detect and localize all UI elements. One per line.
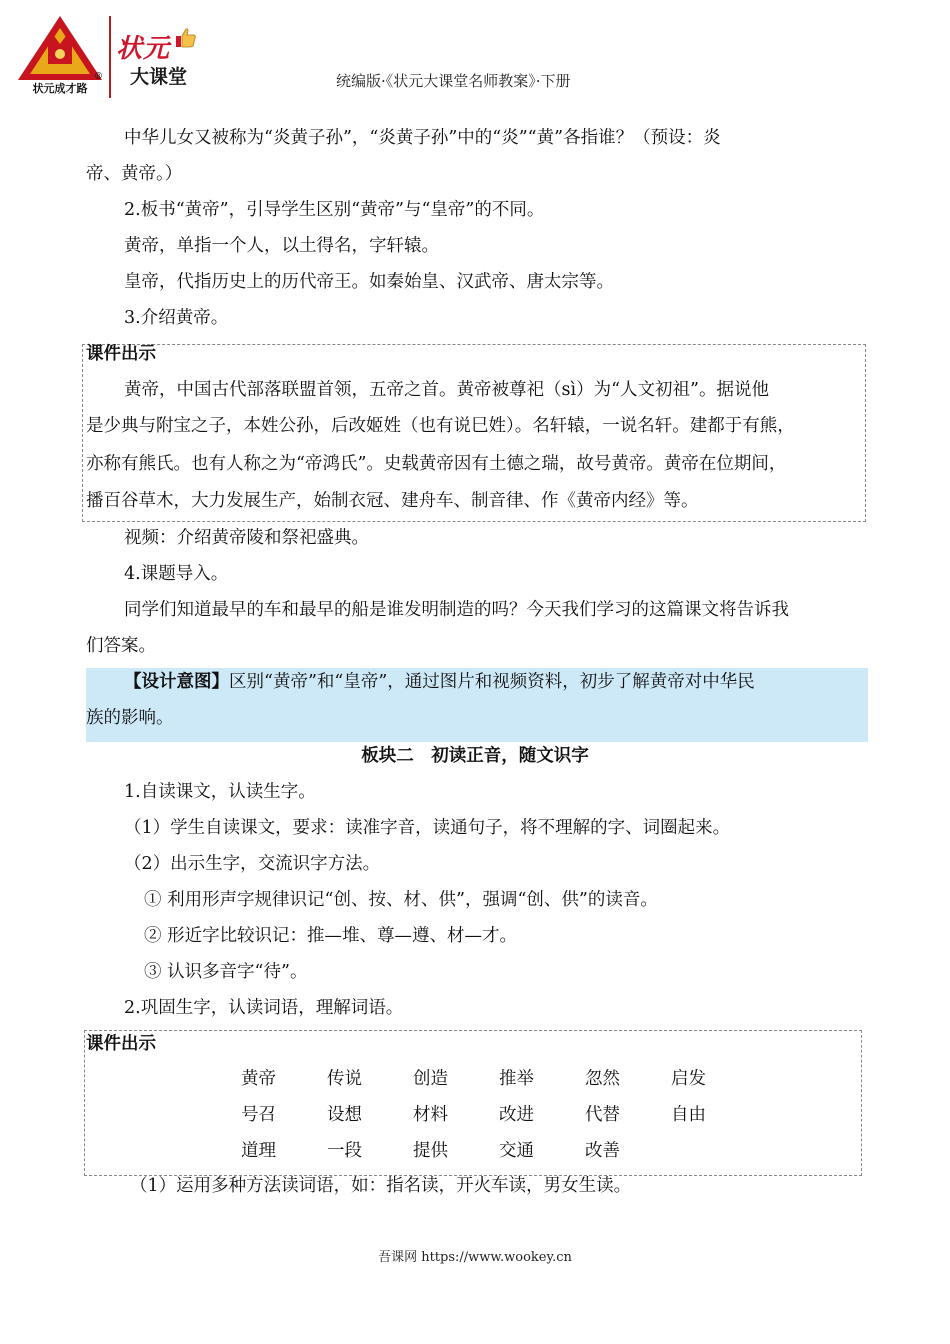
paragraph: ① 利用形声字规律识记“创、按、材、供”，强调“创、供”的读音。 [144,890,658,910]
design-intent-line [124,664,755,700]
vocab-word: 启发 [671,1069,706,1089]
registered-mark: ® [94,72,103,82]
brand-top: 状元 [116,34,171,64]
paragraph: （1）运用多种方法读词语，如：指名读，开火车读，男女生读。 [130,1176,632,1196]
paragraph: 3.介绍黄帝。 [124,308,229,328]
paragraph: 皇帝，代指历史上的历代帝王。如秦始皇、汉武帝、唐太宗等。 [124,272,614,292]
vocab-word: 改善 [585,1141,620,1161]
vocab-word: 材料 [413,1105,448,1125]
paragraph: （2）出示生字，交流识字方法。 [124,854,381,874]
vocab-word: 改进 [499,1105,534,1125]
paragraph: 2.巩固生字，认读词语，理解词语。 [124,998,404,1018]
vocab-word: 传说 [327,1069,362,1089]
vocab-word: 号召 [241,1105,276,1125]
box-line: 是少典与附宝之子，本姓公孙，后改姬姓（也有说巳姓）。名轩辕，一说名轩。建都于有熊， [86,416,795,436]
paragraph: （1）学生自读课文，要求：读准字音，读通句子，将不理解的字、词圈起来。 [124,818,731,838]
vocab-word: 忽然 [585,1069,620,1089]
vocab-word: 代替 [585,1105,620,1125]
paragraph: 2.板书“黄帝”，引导学生区别“黄帝”与“皇帝”的不同。 [124,200,545,220]
paragraph: ② 形近字比较识记：推—堆、尊—遵、材—才。 [144,926,518,946]
paragraph: 帝、黄帝。） [86,164,183,184]
courseware-box-vocab [84,1030,862,1176]
vocab-word: 创造 [413,1069,448,1089]
paragraph: 同学们知道最早的车和最早的船是谁发明制造的吗？今天我们学习的这篇课文将告诉我 [124,600,789,620]
section-title: 板块二 初读正音，随文识字 [361,746,589,766]
box-line: 亦称有熊氏。也有人称之为“帝鸿氏”。史载黄帝因有土德之瑞，故号黄帝。黄帝在位期间， [86,454,787,474]
vocab-word: 道理 [241,1141,276,1161]
paragraph: 4.课题导入。 [124,564,229,584]
vocab-word: 设想 [327,1105,362,1125]
paragraph: ③ 认识多音字“待”。 [144,962,308,982]
paragraph: 们答案。 [86,636,156,656]
paragraph: 黄帝，单指一个人，以土得名，字轩辕。 [124,236,439,256]
paragraph: 1.自读课文，认读生字。 [124,782,316,802]
design-intent-label: 【设计意图】 [124,672,229,692]
logo-caption: 状元成才路 [32,82,88,95]
courseware-label: 课件出示 [86,344,156,364]
vocab-word: 推举 [499,1069,534,1089]
vocab-word: 提供 [413,1141,448,1161]
brand-bottom: 大课堂 [130,66,188,88]
courseware-label: 课件出示 [86,1034,156,1054]
paragraph: 视频：介绍黄帝陵和祭祀盛典。 [124,528,369,548]
box-line: 播百谷草木，大力发展生产，始制衣冠、建舟车、制音律、作《黄帝内经》等。 [86,491,699,511]
vocab-word: 黄帝 [241,1069,276,1089]
header-divider [109,16,111,98]
design-intent-line: 族的影响。 [86,708,174,728]
header-title: 统编版·《状元大课堂名师教案》·下册 [336,72,571,90]
thumbs-up-icon [174,26,198,50]
vocab-word: 一段 [327,1141,362,1161]
footer-link[interactable]: 吾课网 https://www.wookey.cn [378,1250,572,1265]
box-line: 黄帝，中国古代部落联盟首领，五帝之首。黄帝被尊祀（sì）为“人文初祖”。据说他 [124,380,769,400]
vocab-word: 交通 [499,1141,534,1161]
paragraph: 中华儿女又被称为“炎黄子孙”，“炎黄子孙”中的“炎”“黄”各指谁？（预设：炎 [124,128,721,148]
vocab-word: 自由 [671,1105,706,1125]
design-intent-text: 区别“黄帝”和“皇帝”，通过图片和视频资料，初步了解黄帝对中华民 [229,672,755,692]
